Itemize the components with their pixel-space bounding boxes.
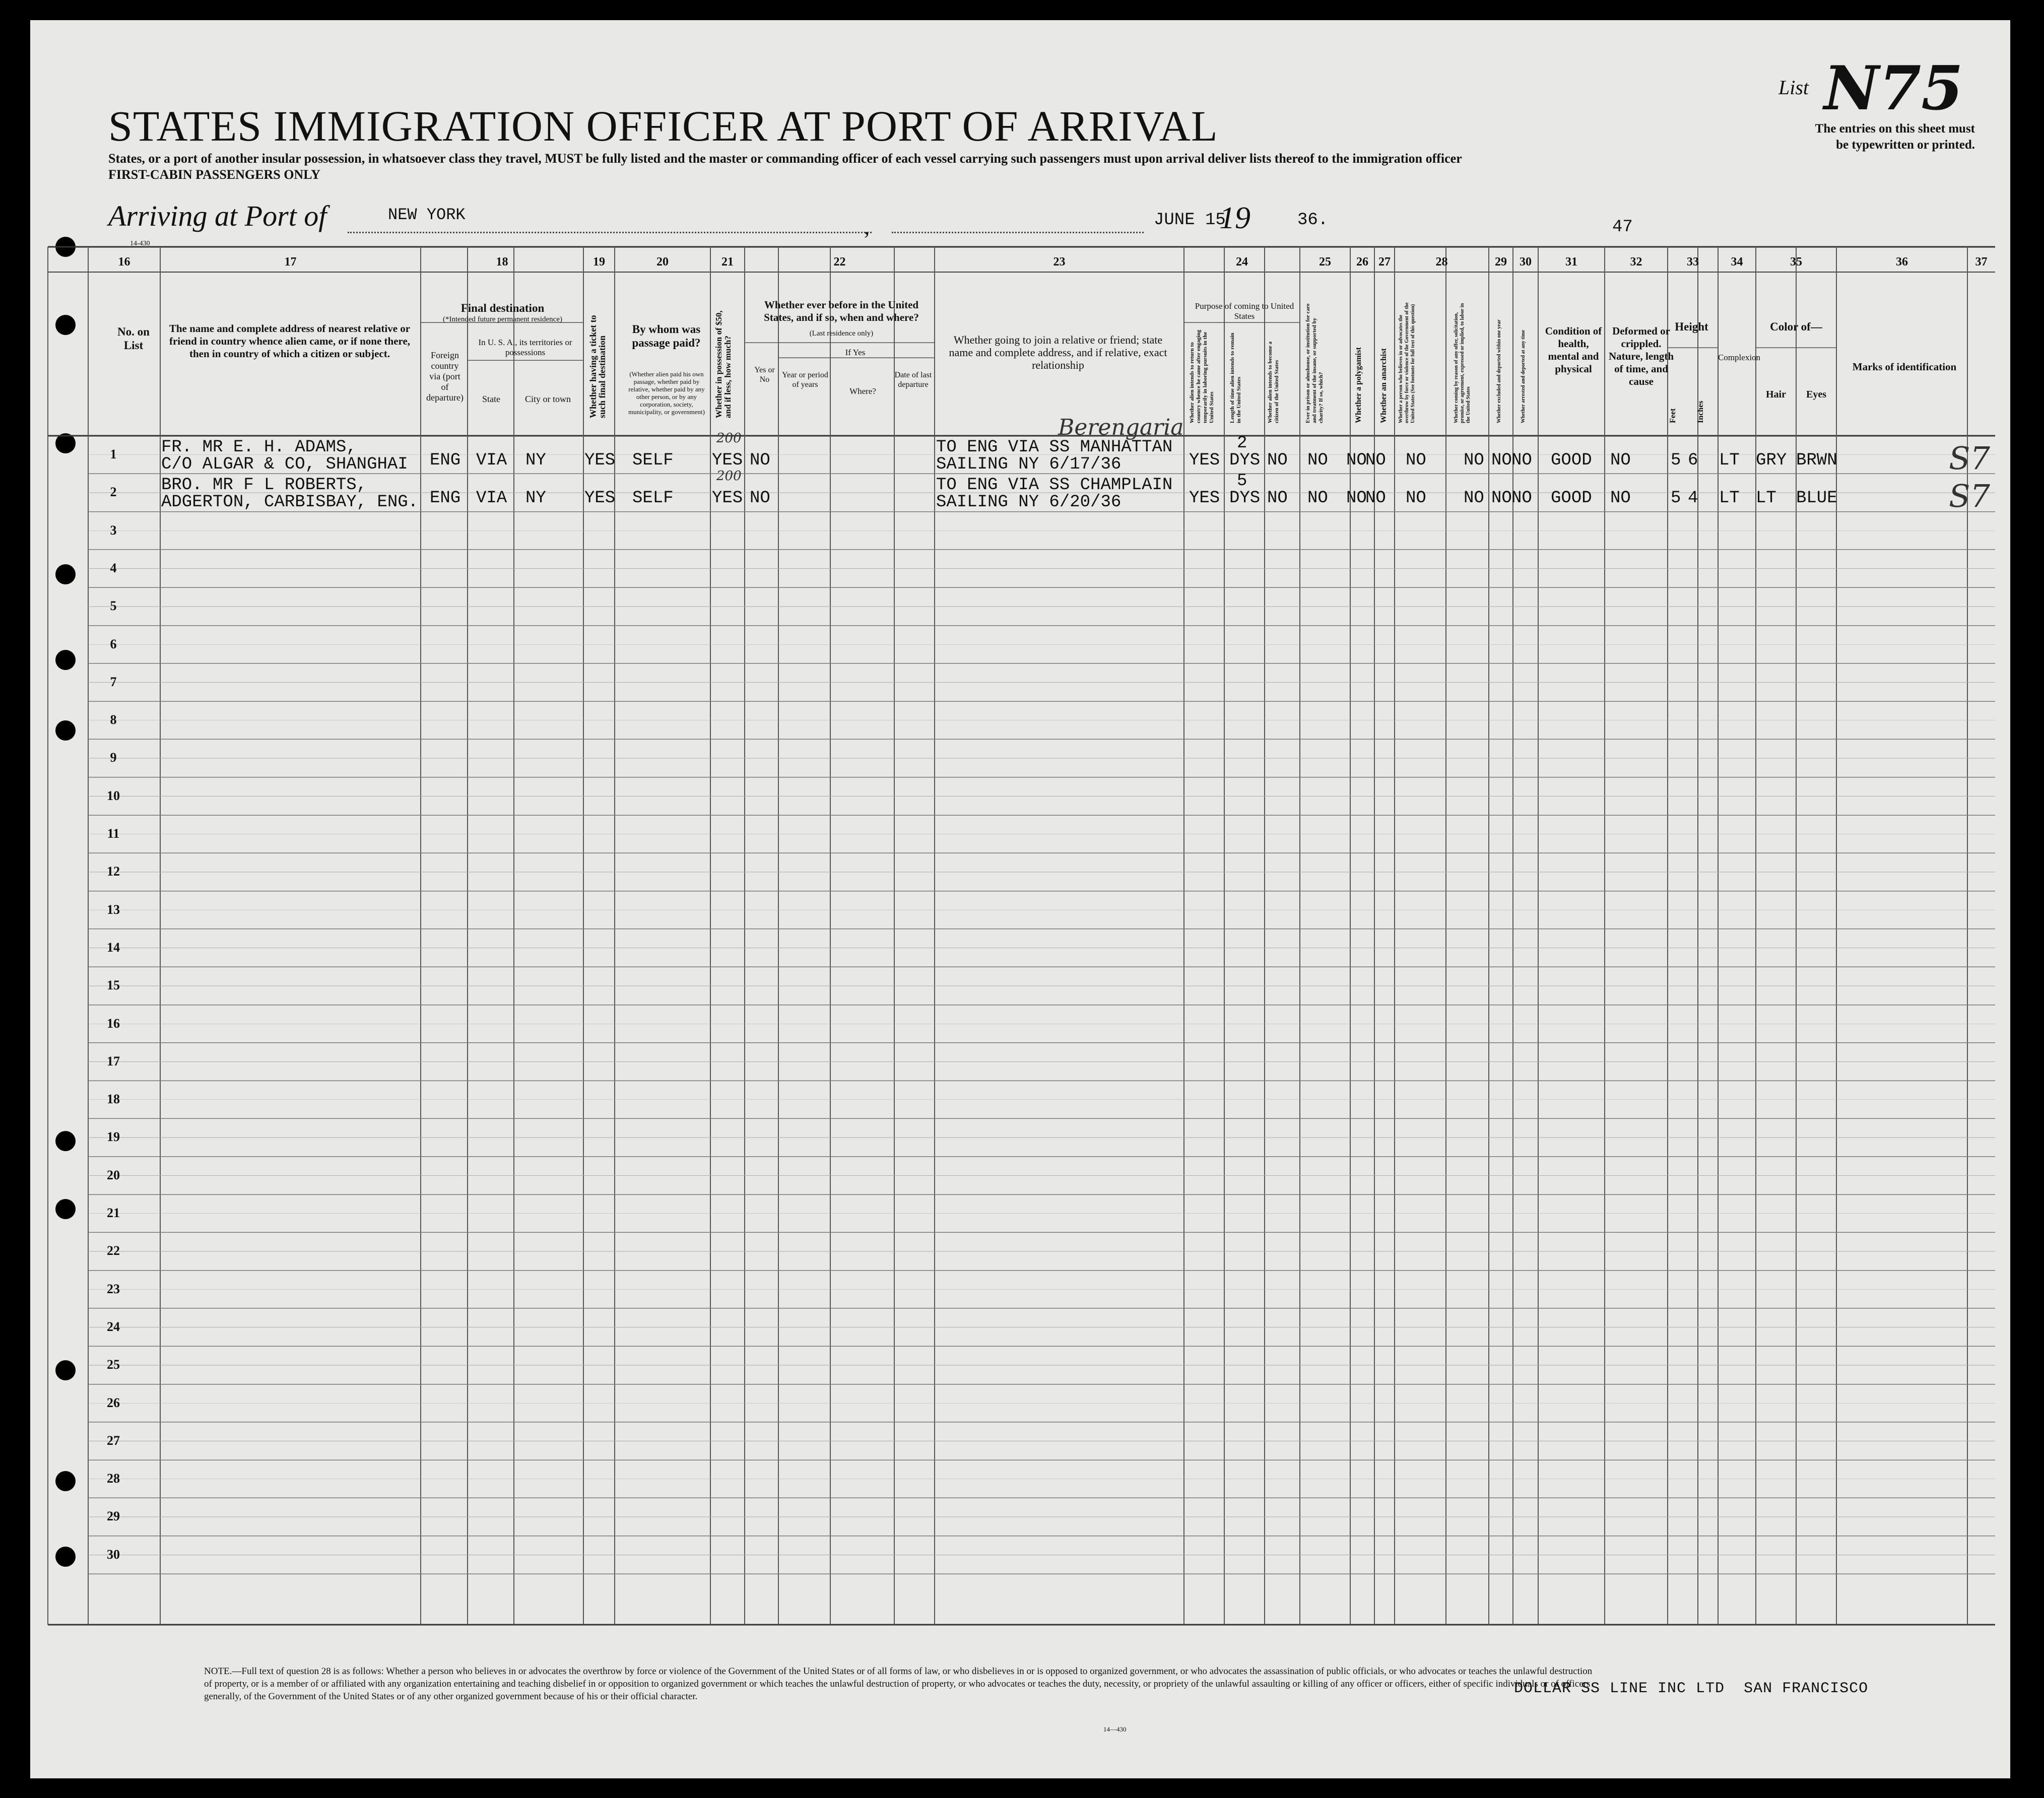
row-number: 12 xyxy=(107,864,120,879)
row-number: 18 xyxy=(107,1092,120,1107)
destination-city: NY xyxy=(525,451,546,470)
join-line-2: SAILING NY 6/17/36 xyxy=(936,455,1122,474)
header-inches: Inches xyxy=(1696,401,1705,423)
row-number: 2 xyxy=(110,485,117,500)
arrival-year: 36. xyxy=(1297,211,1329,230)
row-number: 11 xyxy=(107,826,120,841)
header-feet: Feet xyxy=(1669,408,1677,423)
header-ever-before-note: (Last residence only) xyxy=(809,329,874,338)
q28-answer: NO xyxy=(1406,489,1426,508)
complexion: LT xyxy=(1719,451,1740,470)
header-city: City or town xyxy=(524,394,571,404)
row-number: 9 xyxy=(110,750,117,765)
height-feet: 5 xyxy=(1671,451,1681,470)
hair-color: LT xyxy=(1756,489,1776,508)
join-line-1: TO ENG VIA SS CHAMPLAIN xyxy=(936,476,1173,495)
anarchist-answer: NO xyxy=(1365,451,1386,470)
header-condition: Condition of health, mental and physical xyxy=(1545,325,1602,375)
header-date-departure: Date of last departure xyxy=(894,371,932,389)
q29-answer: NO xyxy=(1464,451,1484,470)
sheet-number: 47 xyxy=(1612,218,1633,237)
purpose-return: YES xyxy=(1189,451,1220,470)
year-prefix: 19 xyxy=(1219,201,1250,235)
destination-city: NY xyxy=(525,489,546,508)
length-number: 2 xyxy=(1237,434,1247,453)
header-deformed: Deformed or crippled. Nature, length of time, and cause xyxy=(1608,325,1674,387)
column-number: 32 xyxy=(1630,255,1642,269)
row-number: 6 xyxy=(110,636,117,651)
column-number: 24 xyxy=(1236,255,1248,269)
header-by-whom-note: (Whether alien paid his own passage, whether paid by relative, whether paid by any other person, or by any corporation, society, municipality, or government) xyxy=(628,370,705,416)
row-number: 25 xyxy=(107,1357,120,1372)
q30-answer: NO xyxy=(1491,451,1512,470)
deformed-answer: NO xyxy=(1610,451,1631,470)
row-number: 8 xyxy=(110,712,117,727)
header-ever-before: Whether ever before in the United States, and if so, when and where? xyxy=(764,299,919,323)
column-number: 17 xyxy=(284,255,297,269)
header-in-usa: In U. S. A., its territories or possessions xyxy=(478,338,572,357)
header-q28: Whether a person who believes in or advocates the overthrow by force or violence of the Government of the United States (See footnote for full text of this question) xyxy=(1398,302,1416,423)
eye-color: BLUE xyxy=(1796,489,1837,508)
row-number: 22 xyxy=(107,1243,120,1258)
column-number: 36 xyxy=(1896,255,1908,269)
column-number: 27 xyxy=(1378,255,1391,269)
destination-state: VIA xyxy=(476,489,507,508)
row-number: 3 xyxy=(110,522,117,538)
polygamist-answer: NO xyxy=(1346,451,1367,470)
q31-answer: NO xyxy=(1511,451,1532,470)
row-number: 30 xyxy=(107,1547,120,1562)
header-join-relative: Whether going to join a relative or friend; state name and complete address, and if relative, exact relationship xyxy=(949,334,1167,371)
header-no-on-list: No. on List xyxy=(117,325,150,352)
header-hair: Hair xyxy=(1766,389,1786,400)
header-anarchist: Whether an anarchist xyxy=(1379,348,1388,423)
citizen-intent: NO xyxy=(1267,489,1288,508)
length-unit: DYS xyxy=(1229,451,1261,470)
column-number: 21 xyxy=(721,255,734,269)
header-nearest-relative: The name and complete address of nearest relative or friend in country whence alien came, or if none there, then in country of which a citizen or subject. xyxy=(169,322,411,360)
prison-answer: NO xyxy=(1307,489,1328,508)
length-number: 5 xyxy=(1237,472,1247,491)
relative-address: C/O ALGAR & CO, SHANGHAI xyxy=(161,455,408,474)
row-number: 19 xyxy=(107,1129,120,1145)
class-line: FIRST-CABIN PASSENGERS ONLY xyxy=(108,167,320,182)
row-number: 13 xyxy=(107,902,120,917)
arrival-date: JUNE 15 xyxy=(1154,211,1226,230)
row-number: 17 xyxy=(107,1053,120,1069)
relative-name: BRO. MR F L ROBERTS, xyxy=(161,476,367,495)
row-number: 21 xyxy=(107,1206,120,1220)
list-number: N75 xyxy=(1824,53,1963,124)
row-number: 7 xyxy=(110,674,117,689)
header-final-destination-note: (*Intended future permanent residence) xyxy=(443,315,562,323)
column-number: 31 xyxy=(1565,255,1577,269)
column-number: 28 xyxy=(1435,255,1448,269)
port-value: NEW YORK xyxy=(388,206,466,224)
purpose-return: YES xyxy=(1189,489,1220,508)
column-number: 37 xyxy=(1975,255,1988,269)
identification-mark: S7 xyxy=(1949,478,1990,515)
header-purpose-b: Length of time alien intends to remain in the United States xyxy=(1229,332,1242,423)
row-number: 20 xyxy=(107,1167,120,1182)
header-by-whom: By whom was passage paid? xyxy=(632,323,701,349)
column-number: 26 xyxy=(1356,255,1368,269)
row-number: 15 xyxy=(107,978,120,993)
header-marks: Marks of identification xyxy=(1852,361,1957,373)
eye-color: BRWN xyxy=(1796,451,1837,470)
header-color-of: Color of— xyxy=(1770,320,1822,333)
money-answer: YES xyxy=(712,451,743,470)
identification-mark: S7 xyxy=(1949,440,1990,477)
header-purpose-a: Whether alien intends to return to country whence he came after engaging temporarily in laboring pursuits in the United States xyxy=(1189,329,1215,423)
q29-answer: NO xyxy=(1464,489,1484,508)
header-eyes: Eyes xyxy=(1806,389,1826,400)
join-note: Berengaria xyxy=(1058,415,1184,440)
header-height: Height xyxy=(1675,320,1708,333)
ticket-answer: YES xyxy=(584,451,616,470)
foreign-country: ENG xyxy=(430,451,461,470)
q30-answer: NO xyxy=(1491,489,1512,508)
header-ticket: Whether having a ticket to such final destination xyxy=(588,315,607,418)
row-number: 24 xyxy=(107,1319,120,1334)
header-purpose: Purpose of coming to United States xyxy=(1195,301,1294,321)
column-number: 25 xyxy=(1319,255,1331,269)
money-note: 200 xyxy=(716,431,742,446)
header-where: Where? xyxy=(849,386,876,396)
header-foreign-country: Foreign country via (port of departure) xyxy=(426,350,464,403)
complexion: LT xyxy=(1719,489,1740,508)
foreign-country: ENG xyxy=(430,489,461,508)
relative-address: ADGERTON, CARBISBAY, ENG. xyxy=(161,493,419,512)
row-number: 23 xyxy=(107,1281,120,1296)
header-yes-or-no: Yes or No xyxy=(754,366,775,384)
comma-separator: , xyxy=(864,215,870,239)
header-complexion: Complexion xyxy=(1718,353,1761,362)
q28-answer: NO xyxy=(1406,451,1426,470)
paid-by: SELF xyxy=(632,489,674,508)
column-number: 16 xyxy=(118,255,130,269)
column-number: 34 xyxy=(1731,255,1743,269)
arriving-label: Arriving at Port of xyxy=(108,199,327,232)
page-title: STATES IMMIGRATION OFFICER AT PORT OF ARRIVAL xyxy=(108,102,1218,150)
row-number: 4 xyxy=(110,560,117,575)
column-number: 18 xyxy=(496,255,508,269)
header-state: State xyxy=(482,394,500,404)
column-number: 23 xyxy=(1053,255,1066,269)
paid-by: SELF xyxy=(632,451,674,470)
header-q31: Whether arrested and deported at any time xyxy=(1521,329,1526,423)
deformed-answer: NO xyxy=(1610,489,1631,508)
row-number: 5 xyxy=(110,598,117,614)
header-if-yes: If Yes xyxy=(845,348,866,357)
citizen-intent: NO xyxy=(1267,451,1288,470)
height-feet: 5 xyxy=(1671,489,1681,508)
ever-before: NO xyxy=(750,451,770,470)
header-q29: Whether coming by reason of any offer, solicitation, promise, or agreement, expressed or implied, to labor in the United States xyxy=(1454,303,1471,423)
relative-name: FR. MR E. H. ADAMS, xyxy=(161,438,357,457)
subtitle: States, or a port of another insular possession, in whatsoever class they travel, MUST be fully listed and the master or commanding officer of each vessel carrying such passengers must upon arrival deliver lists thereof to the immigration officer xyxy=(108,151,1462,166)
column-number: 35 xyxy=(1790,255,1802,269)
entries-note-line-2: be typewritten or printed. xyxy=(1836,138,1975,152)
row-number: 27 xyxy=(107,1433,120,1448)
ever-before: NO xyxy=(750,489,770,508)
row-number: 1 xyxy=(110,447,117,461)
column-number: 29 xyxy=(1495,255,1507,269)
header-polygamist: Whether a polygamist xyxy=(1354,347,1363,423)
health-condition: GOOD xyxy=(1551,451,1592,470)
column-number: 20 xyxy=(656,255,669,269)
entries-note-line-1: The entries on this sheet must xyxy=(1815,122,1975,136)
column-number: 19 xyxy=(593,255,605,269)
row-number: 26 xyxy=(107,1395,120,1410)
question-28-note: NOTE.—Full text of question 28 is as follows: Whether a person who believes in or advocates the overthrow by force or violence of the Government of the United States or of all forms of law, or who disbelieves in or is opposed to organized government, or who advocates the assassination of public officials, or who advocates or teaches the unlawful destruction of property, or is a member of or affiliated with any organization entertaining and teaching disbelief in or opposition to organized government or which teaches the unlawful destruction of property, or who advocates or teaches the duty, necessity, or propriety of the unlawful assaulting or killing of any officer or officers, either of specific individuals or of officers generally, of the Government of the United States or of any other organized government because of his or their official character. xyxy=(204,1666,1593,1702)
form-number-top: 14-430 xyxy=(130,240,150,247)
polygamist-answer: NO xyxy=(1346,489,1367,508)
column-number: 22 xyxy=(833,255,846,269)
header-year-period: Year or period of years xyxy=(782,371,828,389)
column-number: 30 xyxy=(1520,255,1532,269)
ticket-answer: YES xyxy=(584,489,616,508)
anarchist-answer: NO xyxy=(1365,489,1386,508)
header-purpose-c: Whether alien intends to become a citizen of the United States xyxy=(1267,341,1280,423)
join-line-2: SAILING NY 6/20/36 xyxy=(936,493,1122,512)
header-final-destination: Final destination xyxy=(460,302,545,314)
height-inches: 4 xyxy=(1688,489,1698,508)
header-q30: Whether excluded and deported within one year xyxy=(1496,319,1502,423)
join-line-1: TO ENG VIA SS MANHATTAN xyxy=(936,438,1173,457)
q31-answer: NO xyxy=(1511,489,1532,508)
line-stamp: DOLLAR SS LINE INC LTD SAN FRANCISCO xyxy=(1514,1680,1869,1697)
money-note: 200 xyxy=(716,469,742,484)
row-number: 16 xyxy=(107,1016,120,1031)
header-possession-50: Whether in possession of $50, and if less, how much? xyxy=(714,310,733,418)
column-number: 33 xyxy=(1687,255,1699,269)
row-number: 14 xyxy=(107,940,120,955)
money-answer: YES xyxy=(712,489,743,508)
row-number: 29 xyxy=(107,1509,120,1524)
form-number-bottom: 14—430 xyxy=(1103,1725,1127,1733)
row-number: 28 xyxy=(107,1471,120,1486)
destination-state: VIA xyxy=(476,451,507,470)
height-inches: 6 xyxy=(1688,451,1698,470)
header-prison: Ever in prison or almshouse, or institution for care and treatment of the insane, or supported by charity? If so, which? xyxy=(1305,303,1324,423)
hair-color: GRY xyxy=(1756,451,1787,470)
row-number: 10 xyxy=(107,788,120,803)
health-condition: GOOD xyxy=(1551,489,1592,508)
list-label: List xyxy=(1778,76,1809,99)
prison-answer: NO xyxy=(1307,451,1328,470)
length-unit: DYS xyxy=(1229,489,1261,508)
